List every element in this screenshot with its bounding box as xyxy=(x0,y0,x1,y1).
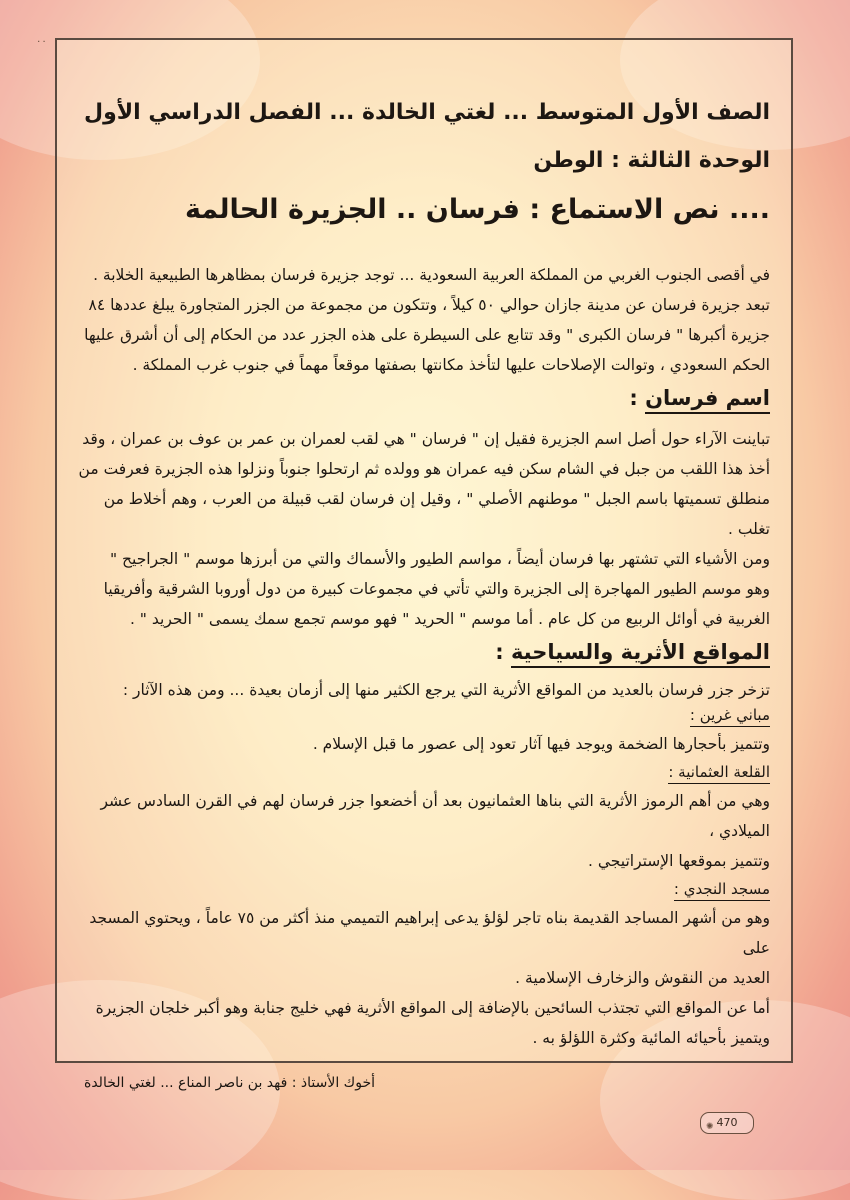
header-unit-line: الوحدة الثالثة : الوطن xyxy=(533,148,770,173)
header-grade-line: الصف الأول المتوسط ... لغتي الخالدة ... الفصل الدراسي الأول xyxy=(84,100,770,125)
section2-intro: تزخر جزر فرسان بالعديد من المواقع الأثرية التي يرجع الكثير منها إلى أزمان بعيدة ... ومن هذه الآثار : xyxy=(122,681,770,699)
section-heading-name xyxy=(70,386,770,420)
section1-line: الغربية في أوائل الربيع من كل عام . أما موسم " الحريد " فهو موسم تجمع سمك يسمى " الحريد " . xyxy=(129,610,770,628)
document-content xyxy=(70,90,770,1091)
section1-line: ومن الأشياء التي تشتهر بها فرسان أيضاً ، مواسم الطيور والأسماك والتي من أبرزها موسم " الجراجيح " xyxy=(109,550,770,568)
page-number: 470 xyxy=(716,1116,738,1129)
ornament-icon: ✺ xyxy=(706,1122,714,1132)
site-name: القلعة العثمانية : xyxy=(668,761,770,784)
page-number-badge xyxy=(700,1112,754,1134)
section-heading-sites xyxy=(70,640,770,674)
section-colon: : xyxy=(495,640,504,664)
site-line: وهو من أشهر المساجد القديمة بناه تاجر لؤلؤ يدعى إبراهيم التميمي منذ أكثر من ٧٥ عاماً ، ويحتوي المسجد على xyxy=(89,909,770,957)
site-name: مسجد النجدي : xyxy=(674,878,770,901)
intro-line: تبعد جزيرة فرسان عن مدينة جازان حوالي ٥٠ كيلاً ، وتتكون من مجموعة من الجزر المتجاورة يبلغ عددها ٨٤ xyxy=(88,296,770,314)
intro-line: جزيرة أكبرها " فرسان الكبرى " وقد تتابع على السيطرة على هذه الجزر عدد من الحكام إلى أن أشرق عليها xyxy=(84,326,770,344)
signature: أخوك الأستاذ : فهد بن ناصر المناع ... لغتي الخالدة xyxy=(84,1075,375,1091)
page-code: ٠٠ xyxy=(36,36,47,47)
section-title: المواقع الأثرية والسياحية xyxy=(511,640,770,668)
site-line: وتتميز بأحجارها الضخمة ويوجد فيها آثار تعود إلى عصور ما قبل الإسلام . xyxy=(312,735,770,753)
section1-line: وهو موسم الطيور المهاجرة إلى الجزيرة والتي تأتي في مجموعات كبيرة من دول أوروبا الشرقية وأفريقيا xyxy=(103,580,770,598)
section-colon: : xyxy=(629,386,638,410)
site-name: مباني غرين : xyxy=(690,704,770,727)
intro-line: الحكم السعودي ، وتوالت الإصلاحات عليها لتأخذ مكانتها بصفتها موقعاً مهماً في جنوب غرب المملكة . xyxy=(132,356,770,374)
site-line: أما عن المواقع التي تجتذب السائحين بالإضافة إلى المواقع الأثرية فهي خليج جنابة وهو أكبر خلجان الجزيرة xyxy=(95,999,770,1017)
intro-line: في أقصى الجنوب الغربي من المملكة العربية السعودية ... توجد جزيرة فرسان بمظاهرها الطبيعية الخلابة . xyxy=(93,266,770,284)
section1-line: أخذ هذا اللقب من جبل في الشام سكن فيه عمران هو وولده ثم ارتحلوا جنوباً ونزلوا هذه الجزيرة فعرفت من xyxy=(78,460,770,478)
site-line: وتتميز بموقعها الإستراتيجي . xyxy=(588,852,770,870)
section1-line: منطلق تسميتها باسم الجبل " موطنهم الأصلي " ، وقيل إن فرسان لقب قبيلة من العرب ، وهم أخلاط من تغلب . xyxy=(103,490,770,538)
section1-line: تباينت الآراء حول أصل اسم الجزيرة فقيل إن " فرسان " هي لقب لعمران بن عمر بن عوف بن عمران ، وقد xyxy=(82,430,770,448)
section-title: اسم فرسان xyxy=(645,386,770,414)
header-title-line: .... نص الاستماع : فرسان .. الجزيرة الحالمة xyxy=(184,194,770,225)
site-line: ويتميز بأحيائه المائية وكثرة اللؤلؤ به . xyxy=(532,1029,770,1047)
site-line: العديد من النقوش والزخارف الإسلامية . xyxy=(515,969,770,987)
site-line: وهي من أهم الرموز الأثرية التي بناها العثمانيون بعد أن أخضعوا جزر فرسان لهم في القرن السادس عشر الميلادي ، xyxy=(100,792,770,840)
